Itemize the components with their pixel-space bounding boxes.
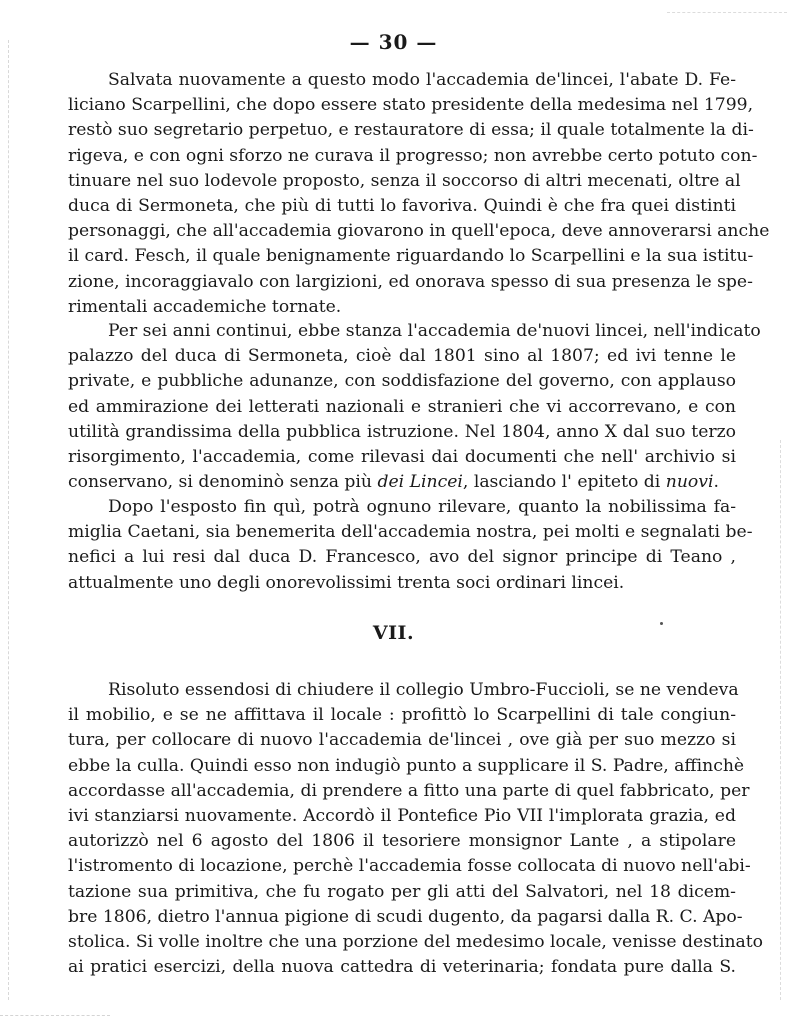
text-line: il card. Fesch, il quale benignamente riguardando lo Scarpellini e la sua istitu- bbox=[68, 246, 754, 267]
scan-edge-top bbox=[667, 12, 787, 13]
text-line: personaggi, che all'accademia giovarono in quell'epoca, deve annoverarsi anche bbox=[68, 221, 770, 242]
text-line: miglia Caetani, sia benemerita dell'accademia nostra, pei molti e segnalati be- bbox=[68, 522, 753, 543]
text-line: private, e pubbliche adunanze, con soddisfazione del governo, con applauso bbox=[68, 371, 736, 392]
text-line: autorizzò nel 6 agosto del 1806 il tesoriere monsignor Lante , a stipolare bbox=[68, 831, 736, 852]
text-line: Dopo l'esposto fin quì, potrà ognuno rilevare, quanto la nobilissima fa- bbox=[108, 497, 736, 517]
text-line: accordasse all'accademia, di prendere a fitto una parte di quel fabbricato, per bbox=[68, 780, 750, 801]
text-line: rimentali accademiche tornate. bbox=[68, 296, 342, 317]
text-line: ebbe la culla. Quindi esso non indugiò punto a supplicare il S. Padre, affinchè bbox=[68, 755, 745, 776]
paragraph-2 bbox=[68, 319, 761, 495]
paragraph-1 bbox=[68, 68, 770, 320]
text-line: tura, per collocare di nuovo l'accademia de'lincei , ove già per suo mezzo si bbox=[68, 730, 736, 751]
text-line: stolica. Si volle inoltre che una porzione del medesimo locale, venisse destinato bbox=[68, 932, 764, 953]
scan-edge-right bbox=[780, 440, 781, 1000]
text-line: risorgimento, l'accademia, come rilevasi dai documenti che nell' archivio si bbox=[68, 447, 736, 468]
text-line: bre 1806, dietro l'annua pigione di scudi dugento, da pagarsi dalla R. C. Apo- bbox=[68, 906, 743, 927]
scan-speck bbox=[660, 622, 663, 625]
text-line bbox=[68, 470, 736, 495]
text-line: utilità grandissima della pubblica istruzione. Nel 1804, anno X dal suo terzo bbox=[68, 421, 736, 442]
text-line: ai pratici esercizi, della nuova cattedra di veterinaria; fondata pure dalla S. bbox=[68, 957, 736, 978]
italic-term-dei-lincei: dei Lincei bbox=[377, 472, 463, 493]
text-line: liciano Scarpellini, che dopo essere stato presidente della medesima nel 1799, bbox=[68, 95, 754, 116]
text-line: ivi stanziarsi nuovamente. Accordò il Pontefice Pio VII l'implorata grazia, ed bbox=[68, 806, 736, 827]
text-line: nefici a lui resi dal duca D. Francesco, avo del signor principe di Teano , bbox=[68, 547, 736, 568]
text-line: attualmente uno degli onorevolissimi trenta soci ordinari lincei. bbox=[68, 572, 625, 593]
text-line: palazzo del duca di Sermoneta, cioè dal 1801 sino al 1807; ed ivi tenne le bbox=[68, 346, 736, 367]
text-line: ed ammirazione dei letterati nazionali e stranieri che vi accorrevano, e con bbox=[68, 396, 736, 417]
text-line: il mobilio, e se ne affittava il locale : profittò lo Scarpellini di tale congiun- bbox=[68, 705, 736, 726]
scan-edge-bottom bbox=[0, 1015, 110, 1016]
text-line: zione, incoraggiavalo con largizioni, ed onorava spesso di sua presenza le spe- bbox=[68, 271, 753, 292]
section-heading: VII. bbox=[372, 622, 415, 644]
text-run: . bbox=[713, 472, 719, 493]
text-line: restò suo segretario perpetuo, e restauratore di essa; il quale totalmente la di- bbox=[68, 120, 754, 141]
text-line: Per sei anni continui, ebbe stanza l'accademia de'nuovi lincei, nell'indicato bbox=[108, 321, 761, 341]
page-number: — 30 — bbox=[349, 30, 438, 54]
text-line: duca di Sermoneta, che più di tutti lo favoriva. Quindi è che fra quei distinti bbox=[68, 196, 736, 217]
text-run: , lasciando l' epiteto di bbox=[462, 472, 666, 493]
text-run: conservano, si denominò senza più bbox=[68, 472, 378, 493]
text-line: tinuare nel suo lodevole proposto, senza il soccorso di altri mecenati, oltre al bbox=[68, 170, 741, 191]
text-line: rigeva, e con ogni sforzo ne curava il progresso; non avrebbe certo potuto con- bbox=[68, 145, 758, 166]
paragraph-3 bbox=[68, 495, 753, 596]
text-line: l'istromento di locazione, perchè l'accademia fosse collocata di nuovo nell'abi- bbox=[68, 856, 751, 877]
italic-term-nuovi: nuovi bbox=[665, 472, 714, 493]
text-line: Risoluto essendosi di chiudere il collegio Umbro-Fuccioli, se ne vendeva bbox=[108, 680, 739, 700]
paragraph-4 bbox=[68, 678, 764, 980]
scan-edge-left bbox=[8, 40, 9, 1000]
text-line: Salvata nuovamente a questo modo l'accademia de'lincei, l'abate D. Fe- bbox=[108, 70, 736, 90]
text-line: tazione sua primitiva, che fu rogato per gli atti del Salvatori, nel 18 dicem- bbox=[68, 881, 736, 902]
